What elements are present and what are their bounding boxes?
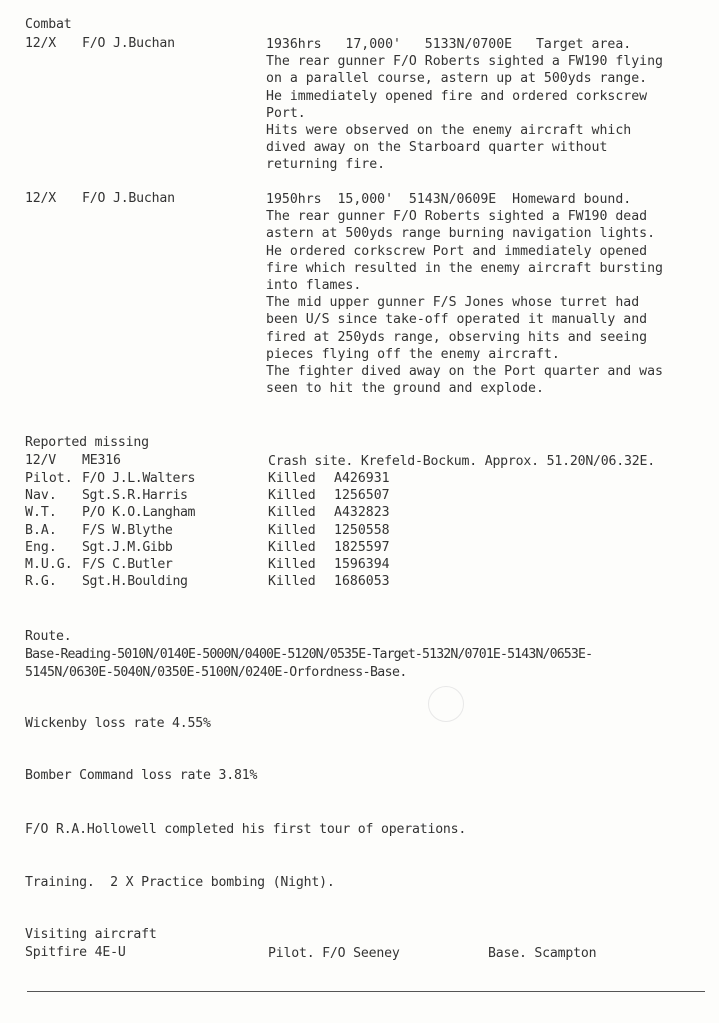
crew-service-number: 1250558 [334, 522, 390, 538]
narrative-line: into flames. [266, 277, 362, 293]
combat-2-aircraft: 12/X [25, 191, 56, 206]
narrative-line: pieces flying off the enemy aircraft. [266, 346, 560, 362]
crew-status-value: Killed [268, 574, 316, 590]
crash-site: Crash site. Krefeld-Bockum. Approx. 51.20N/06.32E. [268, 454, 655, 469]
narrative-line: The mid upper gunner F/S Jones whose turret had [266, 295, 640, 311]
crew-status [268, 470, 316, 590]
crew-service-number: 1596394 [334, 556, 390, 572]
crew-status-value: Killed [268, 488, 316, 504]
narrative-line: dived away on the Starboard quarter without [266, 140, 608, 156]
crew-role: Nav. [25, 488, 57, 504]
route-heading: Route. [25, 629, 72, 644]
crew-name: Sgt.J.M.Gibb [82, 539, 173, 555]
crew-name: P/O K.O.Langham [82, 505, 196, 521]
narrative-line: fire which resulted in the enemy aircraft bursting [266, 260, 663, 276]
crew-role: R.G. [25, 574, 57, 590]
crew-name: F/S C.Butler [82, 556, 173, 572]
crew-role: M.U.G. [25, 556, 73, 572]
crew-role: W.T. [25, 505, 57, 521]
narrative-line: Hits were observed on the enemy aircraft which [266, 122, 632, 138]
crew-service-number: 1686053 [334, 574, 390, 590]
crew-service-number: 1256507 [334, 488, 390, 504]
narrative-line: seen to hit the ground and explode. [266, 381, 544, 397]
visiting-pilot: Pilot. F/O Seeney [268, 946, 400, 961]
crew-role: B.A. [25, 522, 57, 538]
narrative-line: fired at 250yds range, observing hits and seeing [266, 329, 648, 345]
narrative-line: The fighter dived away on the Port quarter and was [266, 363, 663, 379]
crew-service-number: A432823 [334, 505, 390, 521]
crew-name: Sgt.H.Boulding [82, 574, 188, 590]
missing-aircraft: 12/V [25, 453, 56, 468]
visiting-base: Base. Scampton [488, 946, 597, 961]
narrative-line: astern at 500yds range burning navigation lights. [266, 226, 656, 242]
crew-names [82, 470, 195, 590]
route-line-2: 5145N/0630E-5040N/0350E-5100N/0240E-Orfordness-Base. [25, 665, 407, 680]
crew-status-value: Killed [268, 471, 316, 486]
bottom-divider [27, 991, 705, 992]
visiting-heading: Visiting aircraft [25, 927, 157, 942]
crew-status-value: Killed [268, 505, 316, 521]
combat-1-narrative [266, 36, 663, 174]
crew-status-value: Killed [268, 556, 316, 572]
narrative-line: He ordered corkscrew Port and immediately opened [266, 243, 648, 259]
crew-role: Pilot. [25, 471, 73, 486]
bomber-command-loss-rate: Bomber Command loss rate 3.81% [25, 768, 258, 783]
narrative-line: on a parallel course, astern up at 500yds range. [266, 71, 648, 87]
narrative-line: returning fire. [266, 157, 386, 173]
combat-1-pilot: F/O J.Buchan [82, 36, 175, 51]
crew-roles [25, 470, 73, 590]
narrative-line: He immediately opened fire and ordered corkscrew [266, 88, 648, 104]
crew-status-value: Killed [268, 539, 316, 555]
crew-role: Eng. [25, 539, 57, 555]
crew-name: F/O J.L.Walters [82, 471, 196, 486]
combat-2-narrative [266, 191, 663, 397]
combat-2-pilot: F/O J.Buchan [82, 191, 175, 206]
tour-completion-note: F/O R.A.Hollowell completed his first tour of operations. [25, 822, 467, 837]
crew-service-number: A426931 [334, 471, 390, 486]
narrative-line: The rear gunner F/O Roberts sighted a FW190 flying [266, 54, 663, 70]
missing-serial: ME316 [82, 453, 121, 468]
narrative-line: 1936hrs 17,000' 5133N/0700E Target area. [266, 37, 632, 52]
crew-name: Sgt.S.R.Harris [82, 488, 188, 504]
narrative-line: Port. [266, 105, 306, 121]
crew-status-value: Killed [268, 522, 316, 538]
route-line-1: Base-Reading-5010N/0140E-5000N/0400E-5120N/0535E-Target-5132N/0701E-5143N/0653E- [25, 647, 593, 662]
visiting-aircraft: Spitfire 4E-U [25, 945, 126, 960]
training-note: Training. 2 X Practice bombing (Night). [25, 875, 335, 890]
narrative-line: The rear gunner F/O Roberts sighted a FW190 dead [266, 209, 648, 225]
faint-stamp-mark [428, 686, 464, 722]
missing-heading: Reported missing [25, 435, 149, 450]
combat-1-aircraft: 12/X [25, 36, 56, 51]
narrative-line: 1950hrs 15,000' 5143N/0609E Homeward bound. [266, 192, 632, 207]
crew-numbers [334, 470, 390, 590]
crew-name: F/S W.Blythe [82, 522, 173, 538]
combat-heading: Combat [25, 17, 72, 32]
narrative-line: been U/S since take-off operated it manually and [266, 312, 648, 328]
wickenby-loss-rate: Wickenby loss rate 4.55% [25, 716, 211, 731]
crew-service-number: 1825597 [334, 539, 390, 555]
